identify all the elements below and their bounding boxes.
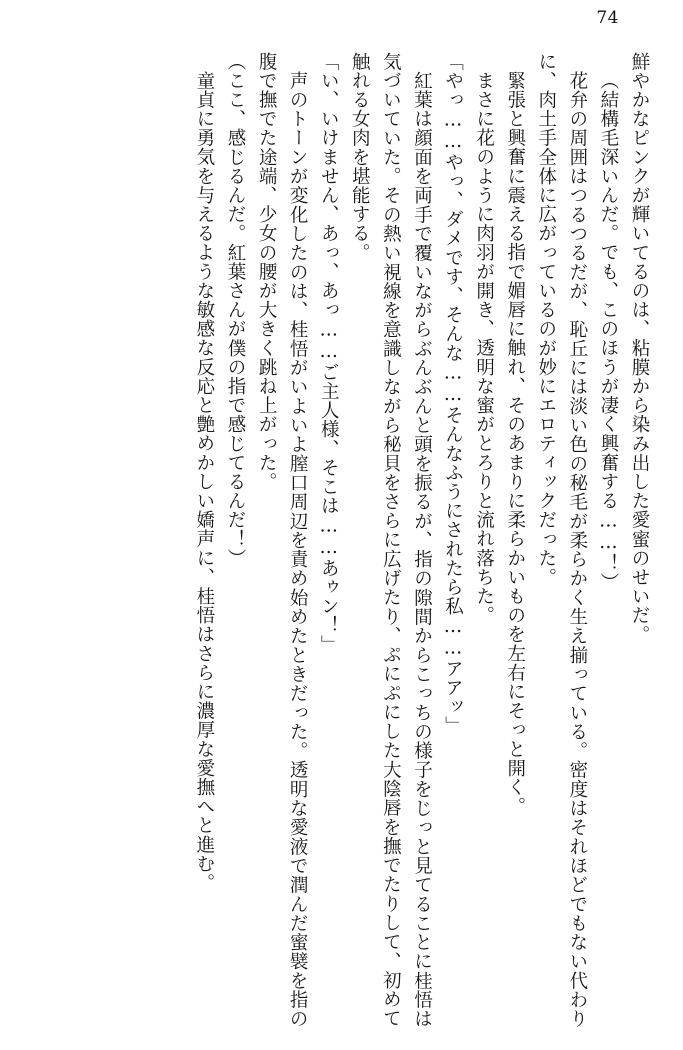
paragraph: 紅葉は顔面を両手で覆いながらぶんぶんと頭を振るが、指の隙間からこっちの様子をじっと見てることに桂悟は気づいていた。その熱い視線を意識しながら秘貝をさらに広げたり、ぷにぷにした大陰唇を撫でたりして、初めて触れる女肉を堪能する。: [349, 52, 433, 1028]
page-number: 74: [596, 8, 619, 28]
page-text-body: [28, 52, 655, 1028]
paragraph: （結構毛深いんだ。でも、このほうが凄く興奮する……！）: [597, 70, 619, 592]
paragraph: まさに花のように肉羽が開き、透明な蜜がとろりと流れ落ちた。: [473, 70, 495, 625]
paragraph: 鮮やかなピンクが輝いてるのは、粘膜から染み出した愛蜜のせいだ。: [629, 52, 650, 645]
paragraph: （ここ、感じるんだ。紅葉さんが僕の指で感じてるんだ！）: [224, 52, 246, 568]
paragraph: 声のトーンが変化したのは、桂悟がいよいよ膣口周辺を責め始めたときだった。透明な愛液で潤んだ蜜襞を指の腹で撫でた途端、少女の腰が大きく跳ね上がった。: [256, 52, 309, 1028]
paragraph: 童貞に勇気を与えるような敏感な反応と艶めかしい嬌声に、桂悟はさらに濃厚な愛撫へと進む。: [193, 70, 215, 892]
paragraph: 花弁の周囲はつるつるだが、恥丘には淡い色の秘毛が柔らかく生え揃っている。密度はそれほどでもない代わりに、肉土手全体に広がっているのが妙にエロティックだった。: [535, 52, 588, 1028]
paragraph: 「い、いけません、あっ、あっ……ご主人様、そこは……あゥン！」: [318, 52, 340, 655]
paragraph: 緊張と興奮に震える指で媚唇に触れ、そのあまりに柔らかいものを左右にそっと開く。: [504, 70, 526, 816]
paragraph: 「やっ……やっ、ダメです、そんな……そんなふうにされたら私……アアッ」: [442, 52, 464, 736]
